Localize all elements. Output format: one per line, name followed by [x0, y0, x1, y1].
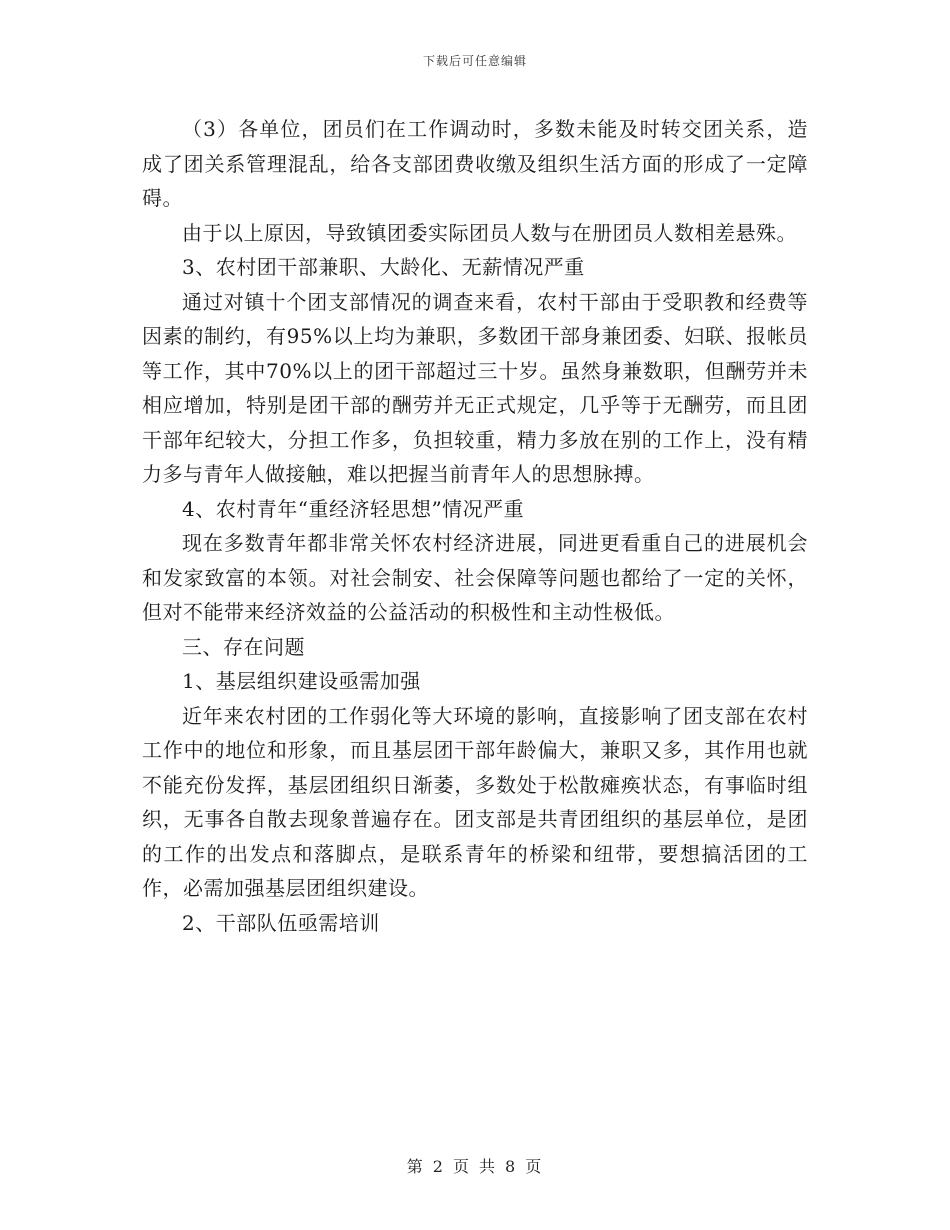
footer-mid: 页: [452, 1157, 471, 1176]
paragraph-transfer-issue: （3）各单位，团员们在工作调动时，多数未能及时转交团关系，造成了团关系管理混乱，给各支部团费收缴及组织生活方面的形成了一定障碍。: [142, 117, 808, 210]
paragraph-youth-economy: 现在多数青年都非常关怀农村经济进展，同进更看重自己的进展机会和发家致富的本领。对社会制安、社会保障等问题也都给了一定的关怀，但对不能带来经济效益的公益活动的积极性和主动性极低。: [142, 531, 808, 624]
page-number-footer: [0, 1154, 950, 1177]
page-header-note: 下载后可任意编辑: [422, 54, 527, 68]
heading-cadre-parttime: 3、农村团干部兼职、大龄化、无薪情况严重: [182, 255, 585, 279]
footer-total-pages: 8: [505, 1157, 518, 1176]
heading-cadre-training: 2、干部队伍亟需培训: [182, 910, 380, 935]
paragraph-member-gap: 由于以上原因，导致镇团委实际团员人数与在册团员人数相差悬殊。: [182, 220, 797, 245]
paragraph-cadre-survey: 通过对镇十个团支部情况的调查来看，农村干部由于受职教和经费等因素的制约，有95%以上均为兼职，多数团干部身兼团委、妇联、报帐员等工作，其中70%以上的团干部超过三十岁。虽然身兼数职，但酬劳并未相应增加，特别是团干部的酬劳并无正式规定，几乎等于无酬劳，而且团干部年纪较大，分担工作多，负担较重，精力多放在别的工作上，没有精力多与青年人做接触，难以把握当前青年人的思想脉搏。: [142, 289, 808, 486]
heading-youth-economy: 4、农村青年“重经济轻思想”情况严重: [182, 496, 525, 521]
heading-existing-problems: 三、存在问题: [182, 634, 305, 659]
footer-current-page: 2: [432, 1157, 445, 1176]
footer-total-prefix: 共: [479, 1157, 498, 1176]
footer-suffix: 页: [525, 1157, 544, 1176]
heading-grassroots-organization: 1、基层组织建设亟需加强: [182, 669, 421, 693]
footer-prefix: 第: [406, 1157, 425, 1176]
document-body: [142, 112, 808, 940]
paragraph-grassroots-organization: 近年来农村团的工作弱化等大环境的影响，直接影响了团支部在农村工作中的地位和形象，而且基层团干部年龄偏大，兼职又多，其作用也就不能充份发挥，基层团组织日渐萎，多数处于松散瘫痪状态，有事临时组织，无事各自散去现象普遍存在。团支部是共青团组织的基层单位，是团的工作的出发点和落脚点，是联系青年的桥梁和纽带，要想搞活团的工作，必需加强基层团组织建设。: [142, 703, 808, 900]
